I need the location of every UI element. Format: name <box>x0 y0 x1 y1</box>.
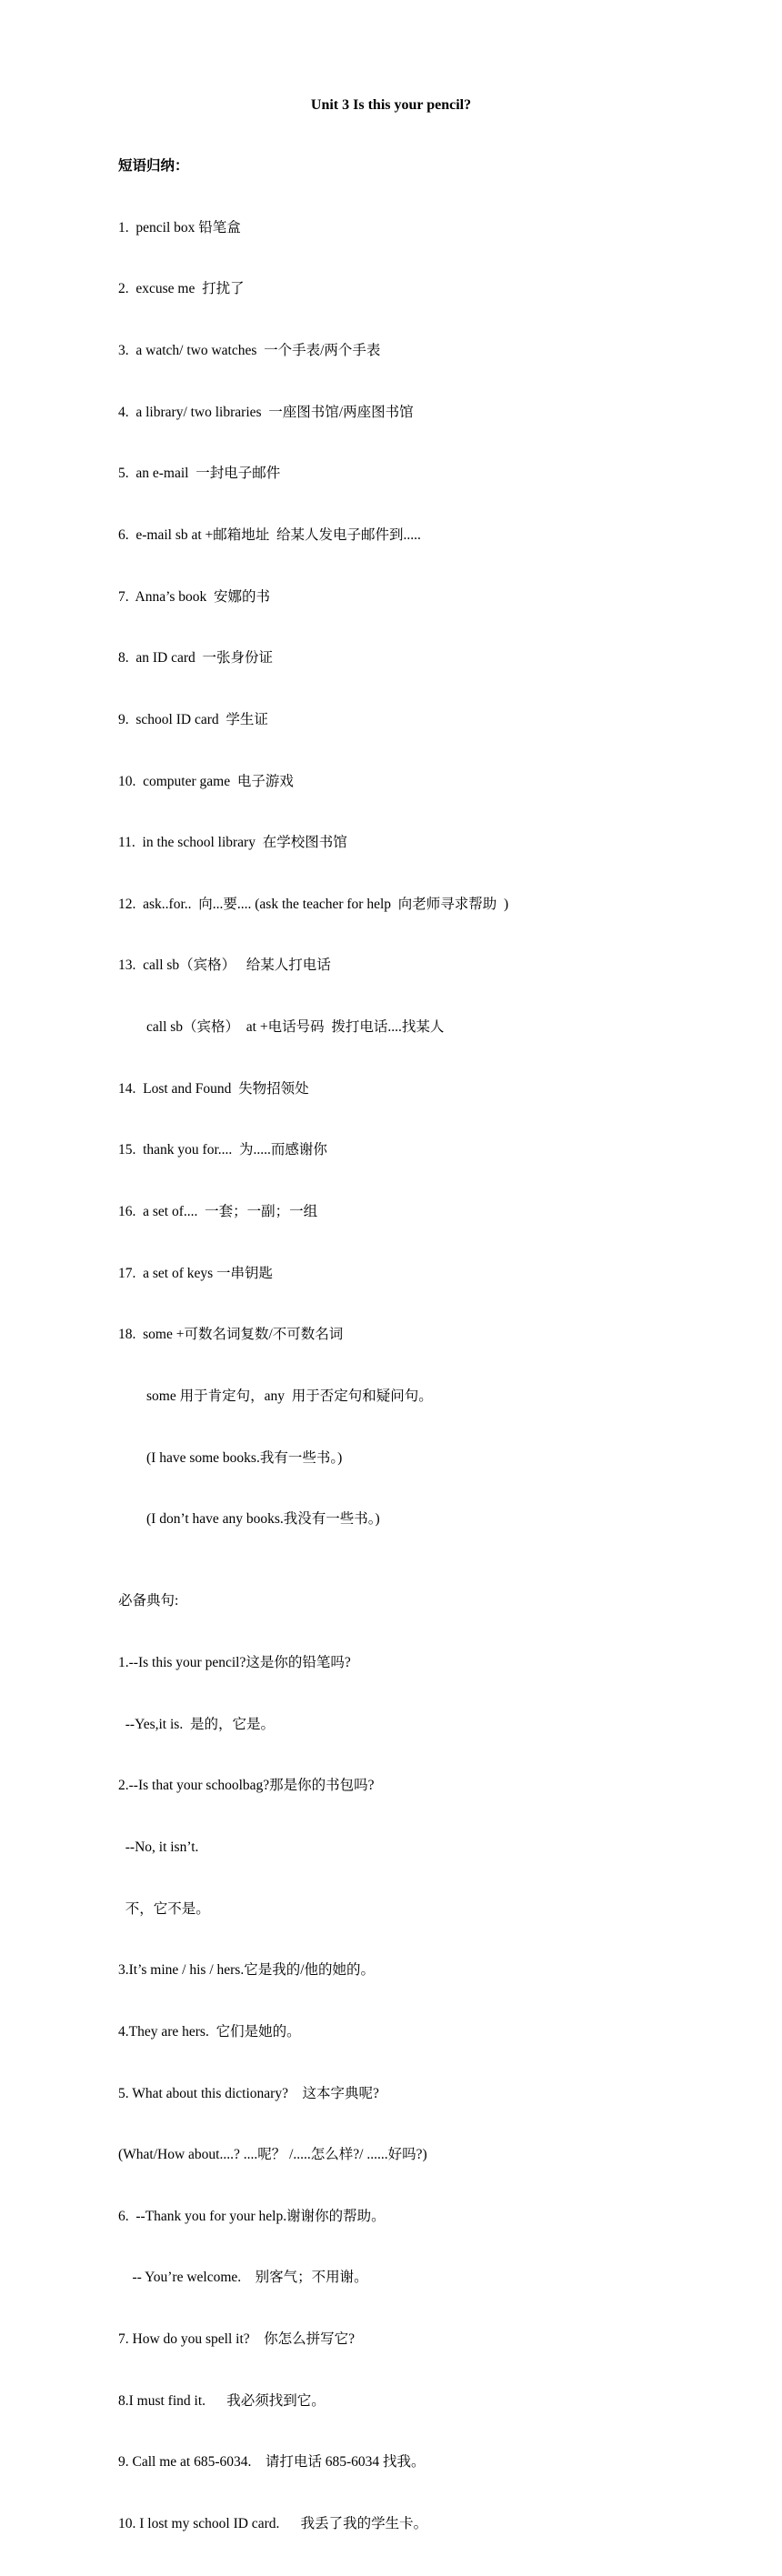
sentence-item: --No, it isn’t. <box>118 1839 199 1855</box>
document-body <box>118 115 709 2576</box>
sentence-item: 10. I lost my school ID card. 我丢了我的学生卡。 <box>118 2515 428 2531</box>
sentence-item: 8.I must find it. 我必须找到它。 <box>118 2392 326 2409</box>
sentence-item: 3.It’s mine / his / hers.它是我的/他的她的。 <box>118 1962 376 1979</box>
phrase-item: 3. a watch/ two watches 一个手表/两个手表 <box>118 343 381 359</box>
phrase-item: 18. some +可数名词复数/不可数名词 <box>118 1327 344 1343</box>
phrase-item: 16. a set of.... 一套；一副；一组 <box>118 1203 318 1219</box>
sentence-item: 5. What about this dictionary? 这本字典呢? <box>118 2085 379 2101</box>
phrase-item: 6. e-mail sb at +邮箱地址 给某人发电子邮件到..... <box>118 526 421 543</box>
phrase-item: 5. an e-mail 一封电子邮件 <box>118 466 281 482</box>
phrase-item: 15. thank you for.... 为.....而感谢你 <box>118 1142 327 1158</box>
sentence-item: -- You’re welcome. 别客气；不用谢。 <box>118 2270 368 2286</box>
phrase-item: 11. in the school library 在学校图书馆 <box>118 835 347 851</box>
page-title: Unit 3 Is this your pencil? <box>310 97 472 113</box>
phrase-subitem: (I have some books.我有一些书。) <box>118 1449 343 1466</box>
phrase-item: 9. school ID card 学生证 <box>118 711 268 727</box>
phrase-item: 14. Lost and Found 失物招领处 <box>118 1080 309 1097</box>
sentence-item: 6. --Thank you for your help.谢谢你的帮助。 <box>118 2208 386 2224</box>
phrases-heading: 短语归纳： <box>118 158 189 175</box>
sentence-item: 1.--Is this your pencil?这是你的铅笔吗? <box>118 1655 351 1671</box>
sentence-item: 4.They are hers. 它们是她的。 <box>118 2023 301 2040</box>
phrase-item: 13. call sb（宾格） 给某人打电话 <box>118 957 331 974</box>
sentences-heading: 必备典句: <box>118 1593 179 1609</box>
phrase-item: 12. ask..for.. 向...要.... (ask the teacher for help 向老师寻求帮助 ) <box>118 896 509 912</box>
sentence-item: 不，它不是。 <box>118 1900 210 1917</box>
sentence-item: 7. How do you spell it? 你怎么拼写它? <box>118 2331 356 2348</box>
phrase-item: 1. pencil box 铅笔盒 <box>118 219 241 236</box>
phrase-item: 4. a library/ two libraries 一座图书馆/两座图书馆 <box>118 404 414 420</box>
sentence-item: (What/How about....? ....呢？ /.....怎么样?/ ......好吗?) <box>118 2147 427 2163</box>
sentence-item: 9. Call me at 685-6034. 请打电话 685-6034 找我。 <box>118 2454 426 2471</box>
sentence-item: 2.--Is that your schoolbag?那是你的书包吗? <box>118 1778 375 1794</box>
phrase-subitem: (I don’t have any books.我没有一些书。) <box>118 1511 380 1528</box>
phrase-item: 8. an ID card 一张身份证 <box>118 650 274 667</box>
phrase-item: 17. a set of keys 一串钥匙 <box>118 1265 274 1281</box>
phrase-subitem: call sb（宾格） at +电话号码 拨打电话....找某人 <box>118 1019 445 1036</box>
phrase-item: 10. computer game 电子游戏 <box>118 773 294 789</box>
phrase-item: 7. Anna’s book 安娜的书 <box>118 588 271 605</box>
phrase-subitem: some 用于肯定句，any 用于否定句和疑问句。 <box>118 1388 433 1404</box>
sentence-item: --Yes,it is. 是的，它是。 <box>118 1716 275 1732</box>
phrase-item: 2. excuse me 打扰了 <box>118 281 245 297</box>
